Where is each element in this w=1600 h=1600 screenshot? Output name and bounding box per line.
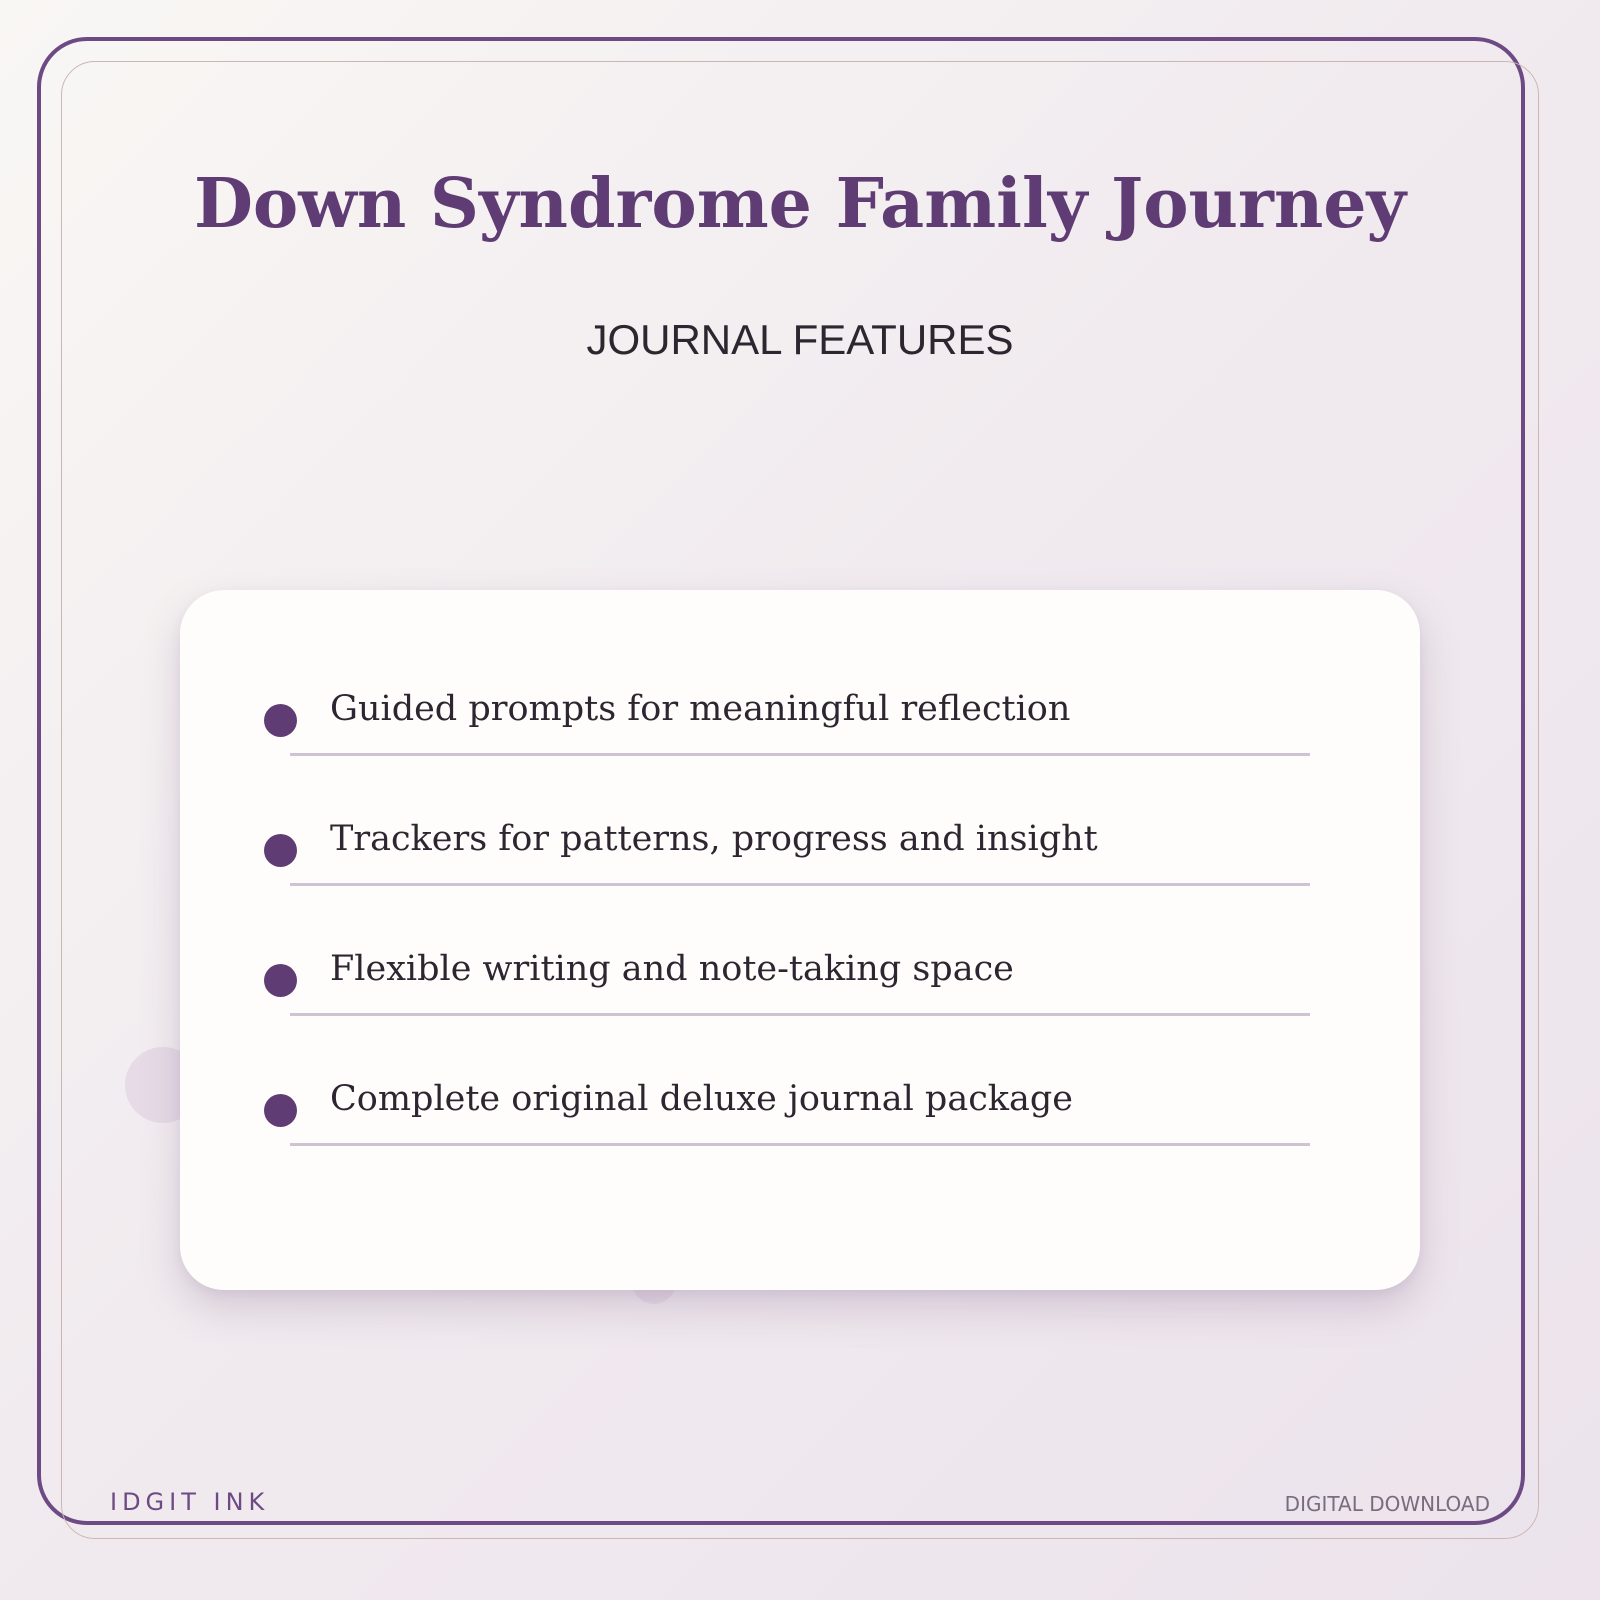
bullet-dot-icon <box>264 1094 297 1127</box>
feature-item <box>180 720 1420 859</box>
feature-label: Flexible writing and note-taking space <box>330 949 1014 989</box>
format-label: DIGITAL DOWNLOAD <box>1284 1492 1490 1516</box>
feature-item <box>180 850 1420 989</box>
brand-name: IDGIT INK <box>110 1488 270 1516</box>
feature-item <box>180 590 1420 729</box>
section-subtitle: JOURNAL FEATURES <box>586 316 1014 363</box>
feature-label: Trackers for patterns, progress and insight <box>330 819 1098 859</box>
feature-item <box>180 980 1420 1119</box>
feature-label: Guided prompts for meaningful reflection <box>330 689 1071 729</box>
feature-label: Complete original deluxe journal package <box>330 1079 1073 1119</box>
divider <box>290 1143 1310 1146</box>
features-card <box>180 590 1420 1290</box>
page-title: Down Syndrome Family Journey <box>193 164 1407 244</box>
